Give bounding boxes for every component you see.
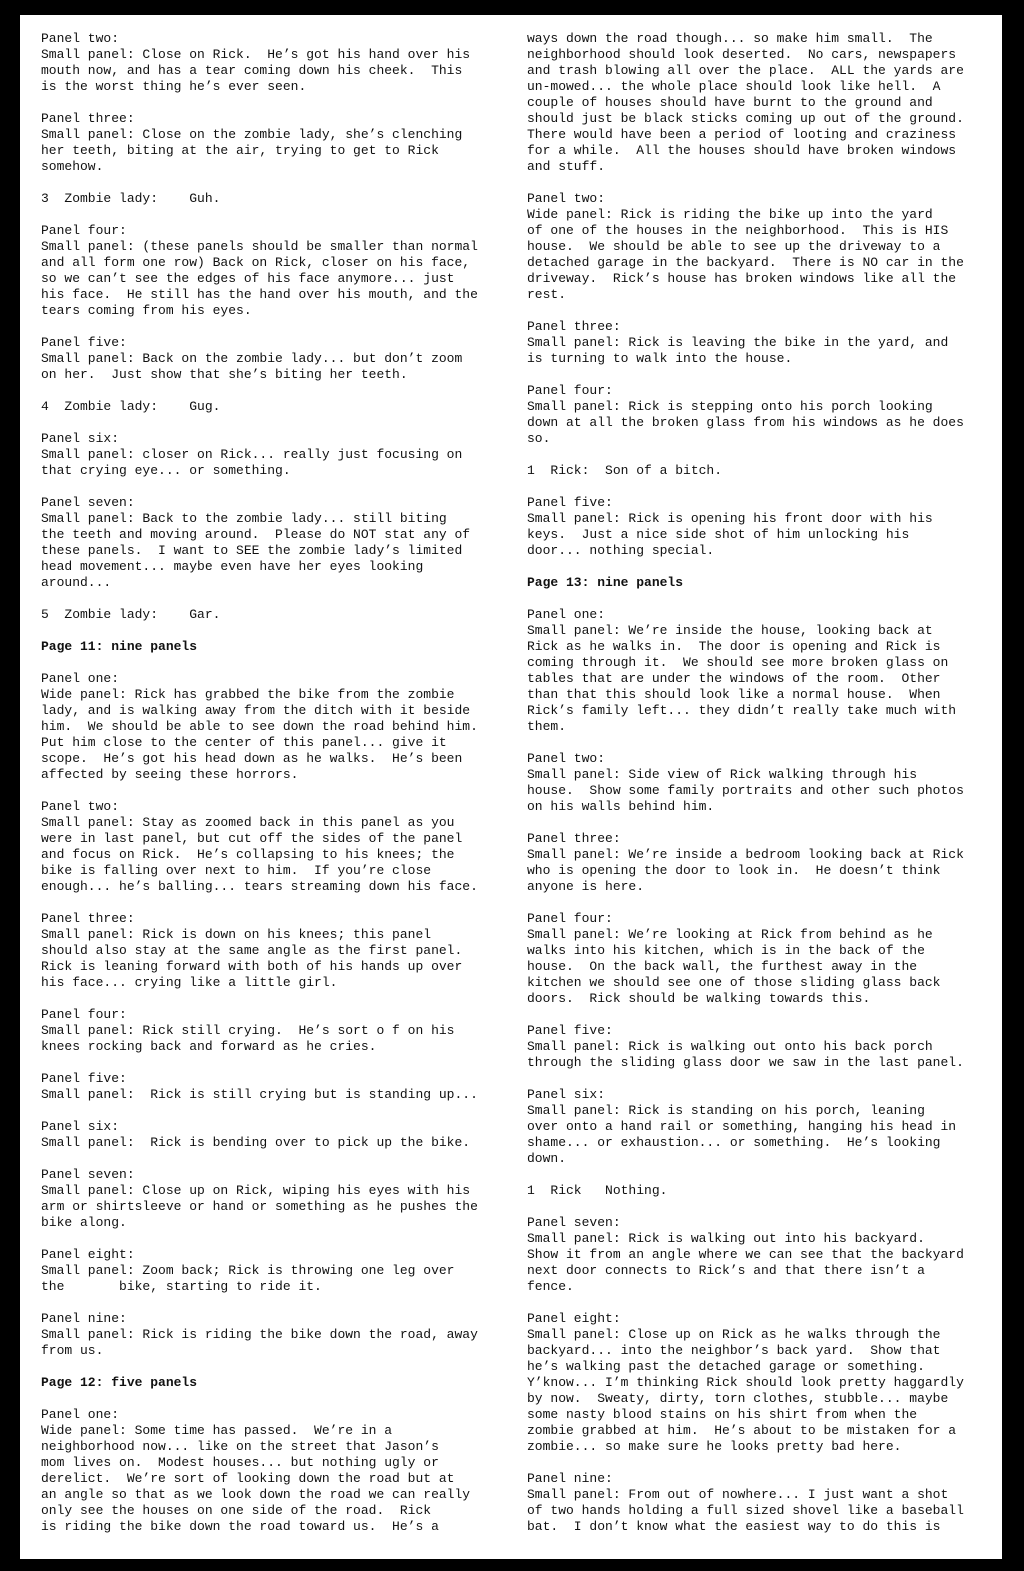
- script-block: Panel two: Small panel: Side view of Rick walking through his house. Show some family portraits and other such photos on his walls behind him.: [527, 751, 964, 814]
- script-block: Panel six: Small panel: Rick is bending over to pick up the bike.: [41, 1119, 471, 1150]
- script-block: ways down the road though... so make him small. The neighborhood should look deserted. No cars, newspapers and trash blowing all over the place. ALL the yards are un-mowed... the whole place should look like hell. A couple of houses should have burnt to the ground and should just be black sticks coming up out of the ground. There would have been a period of looting and craziness for a while. All the houses should have broken windows and stuff.: [527, 31, 964, 174]
- page-heading: Page 12: five panels: [41, 1375, 198, 1390]
- page-heading: Page 11: nine panels: [41, 639, 198, 654]
- script-block: Panel six: Small panel: closer on Rick... really just focusing on that crying eye... or something.: [41, 431, 463, 478]
- script-block: 5 Zombie lady: Gar.: [41, 607, 221, 622]
- script-block: Panel two: Wide panel: Rick is riding the bike up into the yard of one of the houses in the neighborhood. This is HIS house. We should be able to see up the driveway to a detached garage in the backyard. There is NO car in the driveway. Rick’s house has broken windows like all the rest.: [527, 191, 964, 302]
- script-block: Panel one: Wide panel: Some time has passed. We’re in a neighborhood now... like on the street that Jason’s mom lives on. Modest houses... but nothing ugly or derelict. We’re sort of looking down the road but at an angle so that as we look down the road we can really only see the houses on one side of the road. Rick is riding the bike down the road toward us. He’s a: [41, 1407, 471, 1534]
- script-block: Panel three: Small panel: We’re inside a bedroom looking back at Rick who is opening the door to look in. He doesn’t think anyone is here.: [527, 831, 964, 894]
- script-block: 3 Zombie lady: Guh.: [41, 191, 221, 206]
- script-block: Panel eight: Small panel: Zoom back; Rick is throwing one leg over the bike, starting to ride it.: [41, 1247, 455, 1294]
- right-column: [527, 31, 997, 1551]
- script-block: Panel six: Small panel: Rick is standing on his porch, leaning over onto a hand rail or something, hanging his head in shame... or exhaustion... or something. He’s looking down.: [527, 1087, 957, 1166]
- script-block: Panel two: Small panel: Close on Rick. He’s got his hand over his mouth now, and has a tear coming down his cheek. This is the worst thing he’s ever seen.: [41, 31, 471, 94]
- script-block: Panel four: Small panel: Rick is stepping onto his porch looking down at all the broken glass from his windows as he does so.: [527, 383, 964, 446]
- script-block: Panel one: Small panel: We’re inside the house, looking back at Rick as he walks in. The door is opening and Rick is coming through it. We should see more broken glass on tables that are under the windows of the room. Other than that this should look like a normal house. When Rick’s family left... they didn’t really take much with them.: [527, 607, 957, 734]
- script-block: Panel one: Wide panel: Rick has grabbed the bike from the zombie lady, and is walking away from the ditch with it beside him. We should be able to see down the road behind him. Put him close to the center of this panel... give it scope. He’s got his head down as he walks. He’s been affected by seeing these horrors.: [41, 671, 478, 782]
- script-block: Panel seven: Small panel: Back to the zombie lady... still biting the teeth and moving around. Please do NOT stat any of these panels. I want to SEE the zombie lady’s limited head movement... maybe even have her eyes looking around...: [41, 495, 471, 590]
- script-block: Panel five: Small panel: Rick is still crying but is standing up...: [41, 1071, 478, 1102]
- script-block: Panel three: Small panel: Close on the zombie lady, she’s clenching her teeth, biting at the air, trying to get to Rick somehow.: [41, 111, 463, 174]
- page-heading: Page 13: nine panels: [527, 575, 684, 590]
- script-block: Panel four: Small panel: Rick still crying. He’s sort o f on his knees rocking back and forward as he cries.: [41, 1007, 455, 1054]
- script-block: Panel two: Small panel: Stay as zoomed back in this panel as you were in last panel, but cut off the sides of the panel and focus on Rick. He’s collapsing to his knees; the bike is falling over next to him. If you’re close enough... he’s balling... tears streaming down his face.: [41, 799, 478, 894]
- script-block: Panel nine: Small panel: From out of nowhere... I just want a shot of two hands holding a full sized shovel like a baseball bat. I don’t know what the easiest way to do this is: [527, 1471, 964, 1534]
- script-block: Panel eight: Small panel: Close up on Rick as he walks through the backyard... into the neighbor’s back yard. Show that he’s walking past the detached garage or something. Y’know... I’m thinking Rick should look pretty haggardly by now. Sweaty, dirty, torn clothes, stubble... maybe some nasty blood stains on his shirt from when the zombie grabbed at him. He’s about to be mistaken for a zombie... so make sure he looks pretty bad here.: [527, 1311, 964, 1454]
- left-column: [41, 31, 511, 1551]
- script-block: Panel five: Small panel: Rick is opening his front door with his keys. Just a nice side shot of him unlocking his door... nothing special.: [527, 495, 933, 558]
- script-block: Panel seven: Small panel: Close up on Rick, wiping his eyes with his arm or shirtsleeve or hand or something as he pushes the bike along.: [41, 1167, 478, 1230]
- script-block: Panel three: Small panel: Rick is down on his knees; this panel should also stay at the same angle as the first panel. Rick is leaning forward with both of his hands up over his face... crying like a little girl.: [41, 911, 463, 990]
- script-block: 1 Rick: Son of a bitch.: [527, 463, 723, 478]
- script-block: Panel five: Small panel: Back on the zombie lady... but don’t zoom on her. Just show that she’s biting her teeth.: [41, 335, 463, 382]
- script-page: [20, 15, 1002, 1559]
- script-block: Panel four: Small panel: We’re looking at Rick from behind as he walks into his kitchen, which is in the back of the house. On the back wall, the furthest away in the kitchen we should see one of those sliding glass back doors. Rick should be walking towards this.: [527, 911, 941, 1006]
- script-block: 1 Rick Nothing.: [527, 1183, 668, 1198]
- script-block: Panel four: Small panel: (these panels should be smaller than normal and all form one row) Back on Rick, closer on his face, so we can’t see the edges of his face anymore... just his face. He still has the hand over his mouth, and the tears coming from his eyes.: [41, 223, 478, 318]
- script-block: 4 Zombie lady: Gug.: [41, 399, 221, 414]
- script-block: Panel nine: Small panel: Rick is riding the bike down the road, away from us.: [41, 1311, 478, 1358]
- script-block: Panel three: Small panel: Rick is leaving the bike in the yard, and is turning to walk into the house.: [527, 319, 949, 366]
- script-block: Panel five: Small panel: Rick is walking out onto his back porch through the sliding glass door we saw in the last panel.: [527, 1023, 964, 1070]
- script-block: Panel seven: Small panel: Rick is walking out into his backyard. Show it from an angle where we can see that the backyard next door connects to Rick’s and that there isn’t a fence.: [527, 1215, 964, 1294]
